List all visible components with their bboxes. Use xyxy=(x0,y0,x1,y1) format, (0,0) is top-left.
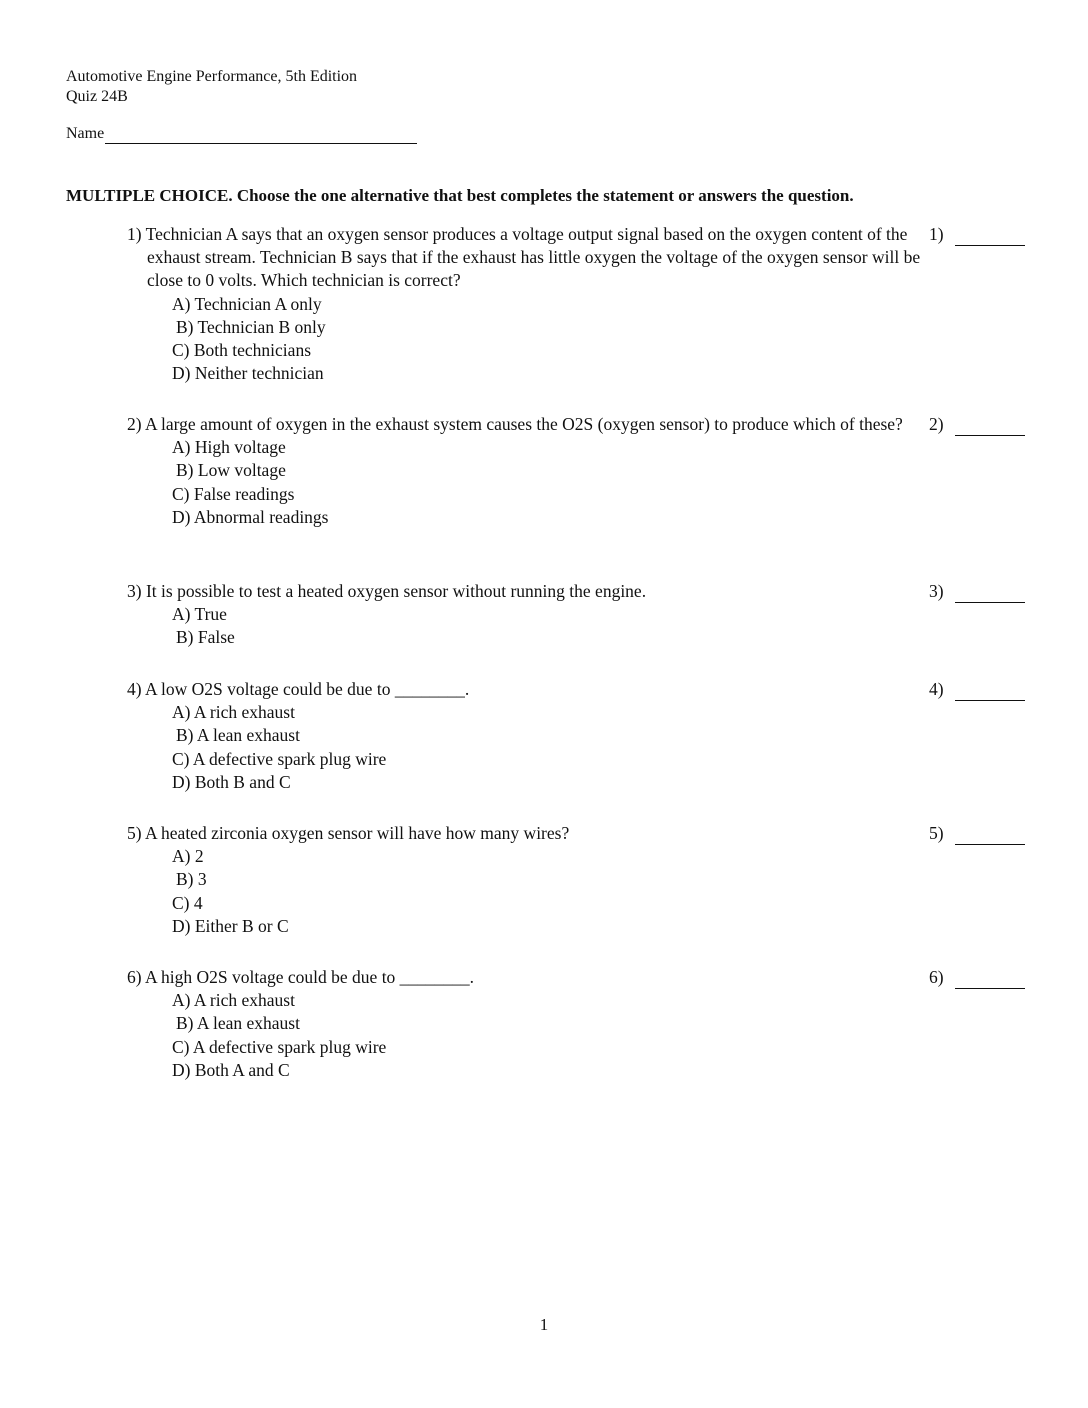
option-a: A) A rich exhaust xyxy=(172,702,295,723)
options-list xyxy=(127,293,1087,386)
answer-blank-line[interactable] xyxy=(955,582,1025,603)
option-b: B) Low voltage xyxy=(176,460,286,481)
option-b: B) A lean exhaust xyxy=(176,725,300,746)
answer-slot[interactable] xyxy=(929,822,1025,845)
name-field[interactable] xyxy=(66,124,417,144)
name-blank-line[interactable] xyxy=(105,125,417,144)
option-a: A) High voltage xyxy=(172,437,286,458)
option-d: D) Both B and C xyxy=(172,771,291,792)
options-list xyxy=(127,989,1087,1082)
name-label: Name xyxy=(66,125,105,142)
answer-number: 2) xyxy=(929,414,944,434)
answer-number: 3) xyxy=(929,581,944,601)
question-stem: 1) Technician A says that an oxygen sensor produces a voltage output signal based on the oxygen content of the exhaust stream. Technician B says that if the exhaust has little oxygen the voltage of the oxygen sensor will be close to 0 volts. Which technician is correct? xyxy=(127,224,921,291)
option-b: B) False xyxy=(176,627,235,648)
question-stem: 6) A high O2S voltage could be due to ________. xyxy=(127,967,475,987)
answer-blank-line[interactable] xyxy=(955,415,1025,436)
question-stem: 4) A low O2S voltage could be due to ________. xyxy=(127,679,470,699)
section-instructions: MULTIPLE CHOICE. Choose the one alternative that best completes the statement or answers the question. xyxy=(66,186,854,205)
question-6 xyxy=(127,966,1087,1082)
answer-number: 1) xyxy=(929,224,944,244)
option-c: C) False readings xyxy=(172,483,295,504)
question-1 xyxy=(127,223,1087,385)
answer-number: 6) xyxy=(929,967,944,987)
option-a: A) Technician A only xyxy=(172,293,322,314)
answer-slot[interactable] xyxy=(929,678,1025,701)
option-c: C) A defective spark plug wire xyxy=(172,748,387,769)
answer-blank-line[interactable] xyxy=(955,680,1025,701)
option-d: D) Neither technician xyxy=(172,363,324,384)
option-b: B) A lean exhaust xyxy=(176,1013,300,1034)
option-b: B) Technician B only xyxy=(176,316,326,337)
answer-slot[interactable] xyxy=(929,223,1025,246)
answer-slot[interactable] xyxy=(929,413,1025,436)
option-d: D) Either B or C xyxy=(172,915,289,936)
option-d: D) Abnormal readings xyxy=(172,506,329,527)
options-list xyxy=(127,603,1087,649)
option-a: A) 2 xyxy=(172,846,204,867)
question-3 xyxy=(127,580,1087,650)
quiz-title: Quiz 24B xyxy=(66,88,128,105)
question-stem: 2) A large amount of oxygen in the exhaust system causes the O2S (oxygen sensor) to produce which of these? xyxy=(127,414,903,434)
course-title: Automotive Engine Performance, 5th Edition xyxy=(66,68,358,85)
answer-blank-line[interactable] xyxy=(955,968,1025,989)
options-list xyxy=(127,436,1087,529)
option-c: C) 4 xyxy=(172,892,203,913)
option-c: C) A defective spark plug wire xyxy=(172,1036,387,1057)
option-a: A) A rich exhaust xyxy=(172,990,295,1011)
option-a: A) True xyxy=(172,604,227,625)
answer-number: 5) xyxy=(929,823,944,843)
answer-number: 4) xyxy=(929,679,944,699)
answer-slot[interactable] xyxy=(929,580,1025,603)
question-2 xyxy=(127,413,1087,529)
question-stem: 3) It is possible to test a heated oxygen sensor without running the engine. xyxy=(127,581,647,601)
options-list xyxy=(127,701,1087,794)
question-stem: 5) A heated zirconia oxygen sensor will have how many wires? xyxy=(127,823,570,843)
answer-slot[interactable] xyxy=(929,966,1025,989)
options-list xyxy=(127,845,1087,938)
option-c: C) Both technicians xyxy=(172,340,312,361)
question-4 xyxy=(127,678,1087,794)
answer-blank-line[interactable] xyxy=(955,824,1025,845)
question-5 xyxy=(127,822,1087,938)
answer-blank-line[interactable] xyxy=(955,225,1025,246)
option-d: D) Both A and C xyxy=(172,1059,290,1080)
page-number: 1 xyxy=(539,1315,549,1334)
option-b: B) 3 xyxy=(176,869,207,890)
